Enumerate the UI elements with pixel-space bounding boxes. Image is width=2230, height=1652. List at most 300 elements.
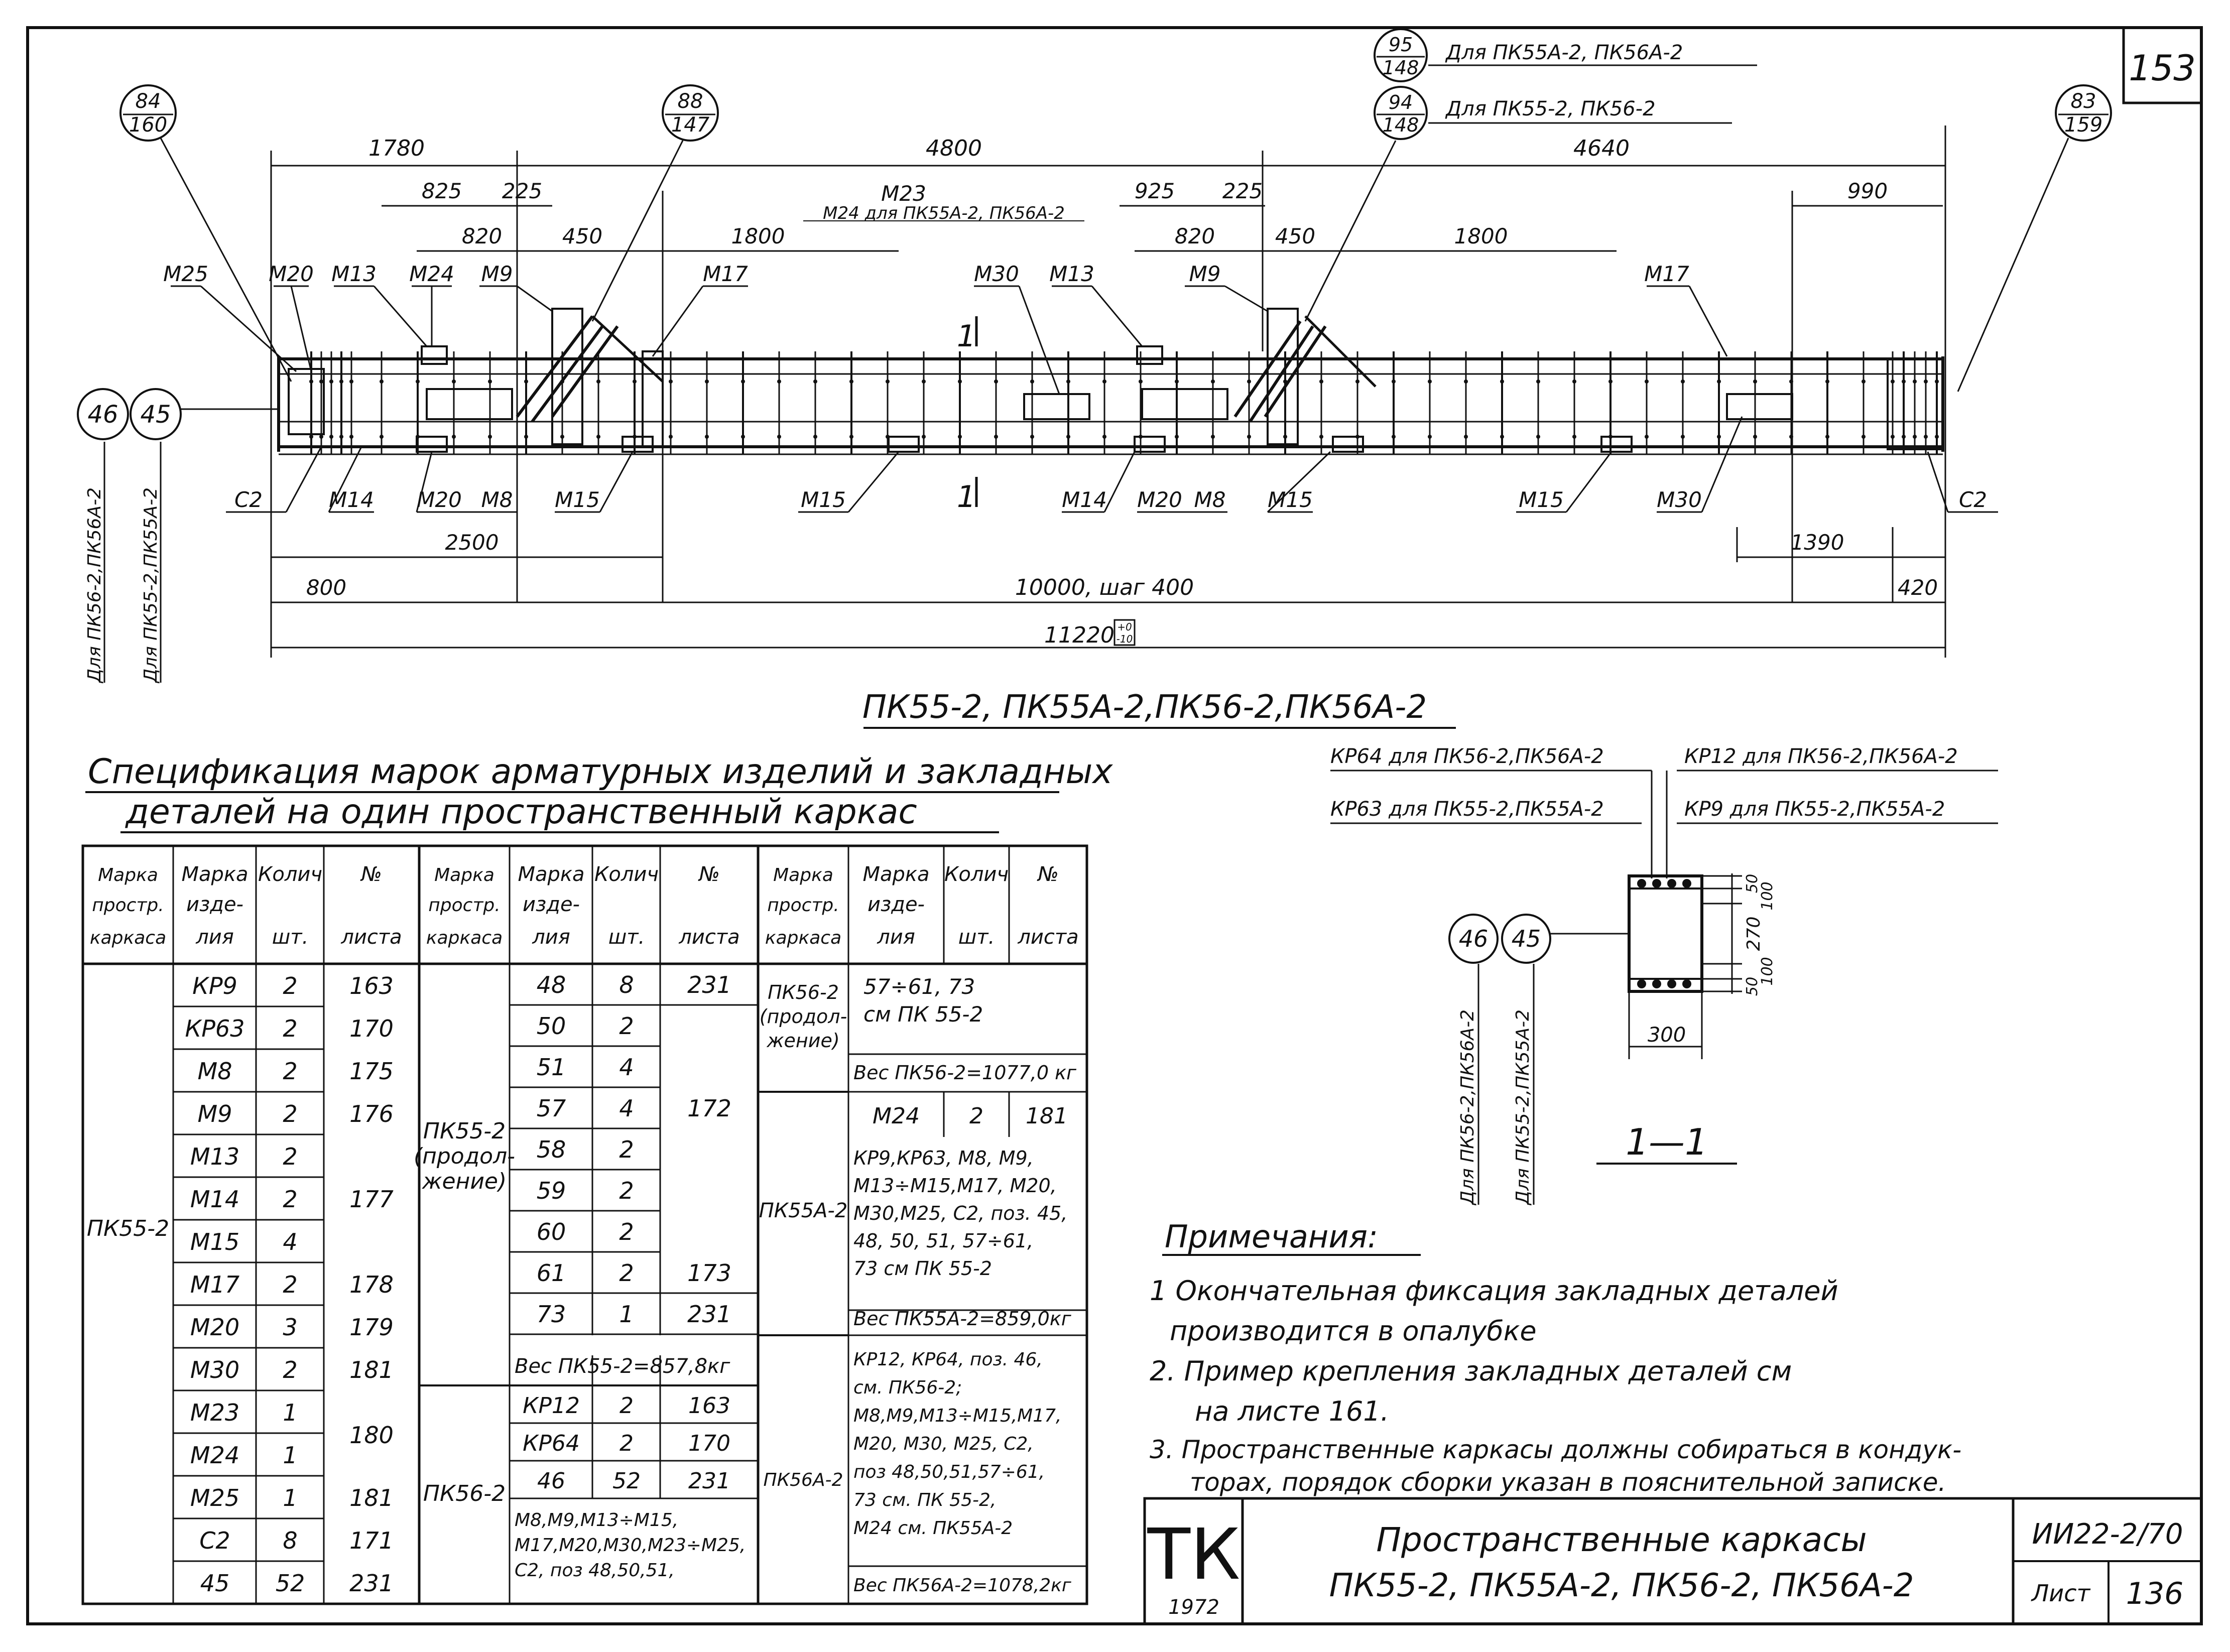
bar-dot bbox=[813, 379, 817, 384]
bar-dot bbox=[1789, 379, 1793, 384]
notes-title: Примечания: bbox=[1165, 1218, 1378, 1255]
g2-cell: 173 bbox=[687, 1259, 731, 1287]
g2-note2-c: С2, поз 48,50,51, bbox=[515, 1560, 675, 1581]
bar-dot bbox=[380, 435, 384, 439]
g1-cell: 4 bbox=[283, 1228, 298, 1255]
bar-dot bbox=[1030, 379, 1034, 384]
bar-dot bbox=[349, 379, 353, 384]
g1-cell: М25 bbox=[190, 1484, 240, 1511]
stamp-tk: ТК bbox=[1147, 1514, 1241, 1596]
dim-825: 825 bbox=[421, 179, 462, 203]
g2-note2-a: М8,М9,М13÷М15, bbox=[515, 1510, 679, 1531]
g3-note3 bbox=[853, 1349, 1061, 1539]
bar-dot bbox=[705, 435, 709, 439]
svg-text:М25: М25 bbox=[163, 262, 208, 286]
bar-dot bbox=[741, 379, 745, 384]
svg-text:50: 50 bbox=[1744, 976, 1761, 996]
bar-dot bbox=[524, 379, 528, 384]
g2-cell: 50 bbox=[536, 1012, 566, 1040]
bar-dot bbox=[488, 379, 492, 384]
g3-note3-line: М24 см. ПК55А-2 bbox=[853, 1518, 1013, 1539]
stamp-year: 1972 bbox=[1168, 1596, 1219, 1619]
g2-frame2: ПК56-2 bbox=[423, 1481, 506, 1506]
dim-1780: 1780 bbox=[368, 136, 425, 161]
g1-cell: 2 bbox=[283, 1143, 298, 1170]
spec-header-cell: листа bbox=[679, 926, 740, 949]
bar-dot bbox=[1902, 435, 1906, 439]
dim-225b: 225 bbox=[1222, 179, 1263, 203]
g1-cell: 177 bbox=[349, 1186, 394, 1213]
g2-cell: 8 bbox=[619, 971, 634, 998]
vnote-left-2: Для ПК55-2,ПК55А-2 bbox=[141, 487, 161, 683]
tolerance-minus: -10 bbox=[1116, 633, 1133, 645]
g1-cell: М17 bbox=[190, 1271, 240, 1298]
svg-text:46: 46 bbox=[1458, 925, 1489, 952]
bar-dot bbox=[1753, 435, 1757, 439]
svg-text:М17: М17 bbox=[1644, 262, 1689, 286]
section-bar-dot bbox=[1682, 879, 1691, 888]
note-m24: М24 для ПК55А-2, ПК56А-2 bbox=[823, 203, 1065, 223]
dim-10000: 10000, шаг 400 bbox=[1015, 575, 1194, 600]
bar-dot bbox=[1283, 435, 1287, 439]
g3-note1-a: 57÷61, 73 bbox=[863, 974, 975, 999]
g1-cell: 45 bbox=[200, 1570, 230, 1597]
g3-note3-line: М8,М9,М13÷М15,М17, bbox=[853, 1406, 1062, 1426]
tolerance-plus: +0 bbox=[1117, 621, 1132, 633]
svg-text:148: 148 bbox=[1382, 57, 1419, 79]
bar-dot bbox=[1891, 379, 1895, 384]
spec-header-cell: Марка bbox=[181, 863, 249, 886]
g3-note2-line: М13÷М15,М17, М20, bbox=[853, 1175, 1057, 1197]
callout-95-148 bbox=[1375, 29, 1757, 81]
svg-text:Для ПК56-2,ПК56А-2: Для ПК56-2,ПК56А-2 bbox=[1457, 1009, 1478, 1205]
bar-dot bbox=[1066, 379, 1070, 384]
svg-text:100: 100 bbox=[1759, 957, 1776, 986]
section-bar-dot bbox=[1652, 979, 1661, 988]
stamp-title-2: ПК55-2, ПК55А-2, ПК56-2, ПК56А-2 bbox=[1329, 1567, 1914, 1604]
bar-dot bbox=[777, 435, 781, 439]
bar-dot bbox=[1935, 379, 1939, 384]
spec-header-cell: изде- bbox=[523, 893, 580, 916]
bar-dot bbox=[524, 435, 528, 439]
spec-header-cell: простр. bbox=[92, 895, 164, 916]
g3-note3-line: 73 см. ПК 55-2, bbox=[853, 1490, 997, 1510]
callout-88-147 bbox=[592, 85, 718, 321]
g3-frame1-b: (продол- bbox=[759, 1005, 847, 1028]
g3-frame3: ПК56А-2 bbox=[763, 1470, 843, 1490]
g1-cell: 2 bbox=[283, 1356, 298, 1383]
bar-dot bbox=[329, 435, 333, 439]
g2-cell2: 231 bbox=[688, 1468, 730, 1494]
svg-text:159: 159 bbox=[2064, 113, 2103, 137]
svg-text:С2: С2 bbox=[234, 487, 263, 512]
note-line-6: торах, порядок сборки указан в пояснительной записке. bbox=[1190, 1468, 1946, 1497]
g2-cell: 4 bbox=[619, 1054, 634, 1081]
g1-cell: 231 bbox=[349, 1570, 394, 1597]
spec-header-cell: простр. bbox=[767, 895, 839, 916]
svg-text:45: 45 bbox=[1511, 925, 1541, 952]
g1-cell: 2 bbox=[283, 1100, 298, 1127]
g2-cell2: 170 bbox=[688, 1431, 730, 1456]
spec-header-cell: шт. bbox=[958, 926, 995, 949]
svg-text:84: 84 bbox=[135, 90, 161, 113]
section-bar-dot bbox=[1637, 979, 1646, 988]
spec-header-cell: Колич bbox=[594, 863, 659, 886]
g3-row2-qty: 2 bbox=[969, 1103, 983, 1129]
bar-dot bbox=[958, 379, 962, 384]
bar-dot bbox=[309, 435, 313, 439]
spec-header-cell: Марка bbox=[98, 865, 158, 885]
stamp-list-label: Лист bbox=[2031, 1580, 2090, 1607]
spec-header-cell: лия bbox=[877, 926, 915, 949]
g2-weight1: Вес ПК55-2=857,8кг bbox=[515, 1355, 730, 1378]
g1-cell: 1 bbox=[283, 1399, 298, 1426]
svg-text:95: 95 bbox=[1388, 34, 1413, 56]
bar-dot bbox=[922, 379, 926, 384]
bar-dot bbox=[452, 435, 456, 439]
dim-420: 420 bbox=[1897, 575, 1938, 600]
stamp-list-number: 136 bbox=[2126, 1576, 2184, 1611]
g3-note2-line: М30,М25, С2, поз. 45, bbox=[853, 1202, 1068, 1224]
g2-cell: 2 bbox=[619, 1259, 634, 1287]
svg-text:С2: С2 bbox=[1958, 487, 1988, 512]
g2-cell: 231 bbox=[687, 971, 731, 998]
bar-dot bbox=[1717, 435, 1721, 439]
spec-header-cell: Марка bbox=[862, 863, 930, 886]
bar-dot bbox=[994, 379, 998, 384]
spec-headers bbox=[90, 863, 1079, 949]
spec-header-cell: лия bbox=[196, 926, 234, 949]
g1-cell: 170 bbox=[349, 1015, 394, 1042]
bar-dot bbox=[560, 435, 564, 439]
g2-rows bbox=[537, 971, 731, 1328]
note-line-1: 1 Окончательная фиксация закладных деталей bbox=[1150, 1275, 1838, 1307]
svg-text:М20: М20 bbox=[269, 262, 314, 286]
g2-frame1-b: (продол- bbox=[413, 1143, 516, 1169]
bar-dot bbox=[1645, 379, 1649, 384]
spec-header-cell: каркаса bbox=[89, 928, 167, 948]
g3-note2-line: 48, 50, 51, 57÷61, bbox=[853, 1230, 1034, 1252]
g2-cell: 51 bbox=[536, 1054, 566, 1081]
section-bar-dot bbox=[1667, 979, 1676, 988]
spec-header-cell: изде- bbox=[868, 893, 925, 916]
bar-dot bbox=[309, 379, 313, 384]
bar-dot bbox=[1681, 435, 1685, 439]
bar-dot bbox=[1211, 435, 1215, 439]
svg-text:270: 270 bbox=[1744, 916, 1764, 951]
note-line-5: 3. Пространственные каркасы должны собираться в кондук- bbox=[1150, 1435, 1962, 1464]
bar-dot bbox=[1753, 379, 1757, 384]
spec-header-cell: № bbox=[1038, 863, 1059, 886]
bar-dot bbox=[1862, 379, 1866, 384]
bar-dot bbox=[452, 379, 456, 384]
svg-text:М15: М15 bbox=[1519, 487, 1564, 512]
spec-header-cell: каркаса bbox=[426, 928, 503, 948]
svg-text:М15: М15 bbox=[1268, 487, 1313, 512]
g1-cell: 179 bbox=[349, 1314, 394, 1341]
bar-dot bbox=[1572, 379, 1576, 384]
g2-cell2: 2 bbox=[620, 1393, 634, 1419]
note-line-4: на листе 161. bbox=[1195, 1395, 1389, 1427]
bar-dot bbox=[669, 435, 673, 439]
svg-text:КР9 для ПК55-2,ПК55А-2: КР9 для ПК55-2,ПК55А-2 bbox=[1684, 798, 1945, 821]
section-title: 1—1 bbox=[1626, 1121, 1708, 1163]
section-bar-dot bbox=[1682, 979, 1691, 988]
svg-text:160: 160 bbox=[129, 113, 168, 137]
bar-dot bbox=[1536, 379, 1540, 384]
svg-text:45: 45 bbox=[140, 401, 171, 429]
bar-dot bbox=[958, 435, 962, 439]
g2-frame1-a: ПК55-2 bbox=[423, 1118, 506, 1144]
bar-dot bbox=[596, 435, 600, 439]
bar-dot bbox=[1464, 435, 1468, 439]
bar-dot bbox=[1392, 435, 1396, 439]
svg-text:50: 50 bbox=[1744, 873, 1761, 894]
bar-dot bbox=[1355, 379, 1359, 384]
g1-cell: 52 bbox=[275, 1570, 305, 1597]
page-number: 153 bbox=[2129, 48, 2196, 89]
bar-dot bbox=[1608, 379, 1613, 384]
g1-cell: 8 bbox=[283, 1527, 298, 1554]
svg-text:М13: М13 bbox=[1049, 262, 1094, 286]
stamp-title-1: Пространственные каркасы bbox=[1376, 1520, 1867, 1559]
bar-dot bbox=[1913, 379, 1917, 384]
svg-text:100: 100 bbox=[1759, 881, 1776, 911]
g1-cell: М20 bbox=[190, 1314, 240, 1341]
g2-cell: 73 bbox=[536, 1301, 566, 1328]
dim-820b: 820 bbox=[1174, 224, 1215, 248]
bar-dot bbox=[1891, 435, 1895, 439]
callout-note-2: Для ПК55-2, ПК56-2 bbox=[1446, 97, 1656, 120]
g1-cell: М8 bbox=[197, 1058, 232, 1085]
g3-weight2: Вес ПК55А-2=859,0кг bbox=[853, 1308, 1071, 1330]
g2-cell2: 52 bbox=[612, 1468, 641, 1494]
dim-11220: 11220 bbox=[1044, 622, 1114, 648]
spec-header-cell: Марка bbox=[434, 865, 494, 885]
bar-dot bbox=[1536, 435, 1540, 439]
bar-dot bbox=[1319, 379, 1323, 384]
bar-dot bbox=[416, 379, 420, 384]
bar-dot bbox=[633, 379, 637, 384]
bar-dot bbox=[1572, 435, 1576, 439]
g2-cell: 2 bbox=[619, 1012, 634, 1040]
bar-dot bbox=[1902, 379, 1906, 384]
g1-cell: 178 bbox=[349, 1271, 394, 1298]
dim-1800a: 1800 bbox=[731, 224, 785, 248]
spec-header-cell: Марка bbox=[773, 865, 833, 885]
g1-cell: 2 bbox=[283, 1015, 298, 1042]
g2-cell: 57 bbox=[536, 1095, 566, 1122]
g1-cell: 1 bbox=[283, 1484, 298, 1511]
bar-dot bbox=[596, 379, 600, 384]
g3-weight3: Вес ПК56А-2=1078,2кг bbox=[853, 1575, 1071, 1596]
svg-text:КР63 для ПК55-2,ПК55А-2: КР63 для ПК55-2,ПК55А-2 bbox=[1330, 798, 1604, 821]
bar-dot bbox=[1500, 435, 1504, 439]
g2-cell2: КР64 bbox=[523, 1431, 580, 1456]
bar-dot bbox=[1175, 379, 1179, 384]
bar-dot bbox=[1717, 379, 1721, 384]
callout-83-159 bbox=[1958, 85, 2111, 392]
section-bar-dot bbox=[1667, 879, 1676, 888]
g2-cell: 59 bbox=[536, 1177, 566, 1204]
g1-cell: 1 bbox=[283, 1442, 298, 1469]
svg-text:М9: М9 bbox=[1189, 262, 1221, 286]
stamp-series: ИИ22-2/70 bbox=[2032, 1518, 2183, 1551]
bar-dot bbox=[1825, 435, 1829, 439]
bar-dot bbox=[1924, 379, 1928, 384]
bar-dot bbox=[777, 379, 781, 384]
svg-text:М20: М20 bbox=[417, 487, 462, 512]
g3-frame2: ПК55А-2 bbox=[759, 1199, 848, 1222]
bar-dot bbox=[1030, 435, 1034, 439]
spec-title-1: Спецификация марок арматурных изделий и закладных bbox=[88, 752, 1113, 792]
g1-cell: КР63 bbox=[185, 1015, 245, 1042]
g3-note3-line: М20, М30, М25, С2, bbox=[853, 1434, 1034, 1454]
svg-text:КР64 для ПК56-2,ПК56А-2: КР64 для ПК56-2,ПК56А-2 bbox=[1330, 745, 1604, 768]
vnote-left-1: Для ПК56-2,ПК56А-2 bbox=[84, 487, 105, 683]
dim-1390: 1390 bbox=[1790, 530, 1844, 555]
svg-text:М8: М8 bbox=[481, 487, 513, 512]
g1-cell: М13 bbox=[190, 1143, 240, 1170]
g1-cell: М14 bbox=[190, 1186, 240, 1213]
g1-cell: 171 bbox=[349, 1527, 394, 1554]
svg-text:М13: М13 bbox=[331, 262, 377, 286]
g1-cell: М24 bbox=[190, 1442, 240, 1469]
svg-text:88: 88 bbox=[677, 90, 703, 113]
section-bar-dot bbox=[1637, 879, 1646, 888]
svg-text:94: 94 bbox=[1388, 91, 1413, 113]
bar-dot bbox=[1319, 435, 1323, 439]
svg-text:Для ПК55-2,ПК55А-2: Для ПК55-2,ПК55А-2 bbox=[1513, 1009, 1533, 1205]
section-bar-dot bbox=[1652, 879, 1661, 888]
g1-cell: 181 bbox=[349, 1484, 394, 1511]
spec-header-cell: каркаса bbox=[765, 928, 842, 948]
svg-text:М8: М8 bbox=[1194, 487, 1226, 512]
bar-dot bbox=[1681, 379, 1685, 384]
spec-header-cell: Колич bbox=[944, 863, 1009, 886]
spec-header-cell: листа bbox=[341, 926, 402, 949]
g3-frame1-a: ПК56-2 bbox=[768, 981, 839, 1003]
spec-header-cell: Колич bbox=[258, 863, 323, 886]
g1-cell: 180 bbox=[349, 1422, 394, 1449]
dim-225a: 225 bbox=[502, 179, 543, 203]
g1-cell: 163 bbox=[349, 972, 394, 999]
svg-text:147: 147 bbox=[671, 113, 710, 137]
bar-dot bbox=[705, 379, 709, 384]
svg-text:М17: М17 bbox=[703, 262, 748, 286]
bar-dot bbox=[1102, 435, 1106, 439]
g3-note2 bbox=[853, 1147, 1067, 1280]
g1-cell: 181 bbox=[349, 1356, 394, 1383]
bottom-labels bbox=[226, 417, 1998, 512]
spec-header-cell: шт. bbox=[608, 926, 645, 949]
svg-text:М30: М30 bbox=[1657, 487, 1702, 512]
svg-text:83: 83 bbox=[2070, 90, 2096, 113]
g3-frame1-c: жение) bbox=[767, 1030, 840, 1052]
bar-dot bbox=[319, 435, 323, 439]
svg-text:М9: М9 bbox=[481, 262, 513, 286]
bar-dot bbox=[994, 435, 998, 439]
g1-cell: 2 bbox=[283, 1271, 298, 1298]
dim-450a: 450 bbox=[562, 224, 603, 248]
g3-note3-line: поз 48,50,51,57÷61, bbox=[853, 1462, 1045, 1482]
bar-dot bbox=[1247, 379, 1251, 384]
g3-note3-line: КР12, КР64, поз. 46, bbox=[853, 1349, 1043, 1370]
bar-dot bbox=[813, 435, 817, 439]
g2-frame1-c: жение) bbox=[422, 1169, 507, 1194]
bar-dot bbox=[339, 435, 343, 439]
spec-header-cell: Марка bbox=[518, 863, 585, 886]
cage-bars bbox=[279, 356, 1943, 454]
end-detail-left bbox=[289, 369, 324, 434]
bar-dot bbox=[488, 435, 492, 439]
bar-dot bbox=[1500, 379, 1504, 384]
g2-cell2: 163 bbox=[688, 1393, 730, 1419]
g3-note2-line: КР9,КР63, М8, М9, bbox=[853, 1147, 1034, 1169]
bar-dot bbox=[922, 435, 926, 439]
g1-cell: 2 bbox=[283, 972, 298, 999]
dim-990: 990 bbox=[1847, 179, 1888, 203]
inclined-bars bbox=[517, 309, 1376, 447]
bar-dot bbox=[1924, 435, 1928, 439]
section-1-1 bbox=[1330, 745, 1998, 1206]
svg-text:М15: М15 bbox=[801, 487, 846, 512]
g1-cell: М23 bbox=[190, 1399, 240, 1426]
bar-dot bbox=[329, 379, 333, 384]
g2-cell: 58 bbox=[536, 1136, 566, 1163]
g1-cell: 175 bbox=[349, 1058, 394, 1085]
mark-46-45-left bbox=[78, 389, 279, 439]
g1-cell: М30 bbox=[190, 1356, 240, 1383]
bar-dot bbox=[1175, 435, 1179, 439]
g1-cell: 3 bbox=[283, 1314, 298, 1341]
g2-cell: 2 bbox=[619, 1177, 634, 1204]
g2-rows2 bbox=[523, 1393, 730, 1494]
dim-925: 925 bbox=[1134, 179, 1175, 203]
bar-dot bbox=[1935, 435, 1939, 439]
g3-weight1: Вес ПК56-2=1077,0 кг bbox=[853, 1062, 1077, 1084]
g2-cell: 172 bbox=[687, 1095, 731, 1122]
svg-text:М14: М14 bbox=[1062, 487, 1107, 512]
cage-elevation bbox=[78, 29, 2111, 684]
g1-cell: М15 bbox=[190, 1228, 240, 1255]
g2-cell2: КР12 bbox=[523, 1393, 580, 1419]
dim-4800: 4800 bbox=[926, 136, 982, 161]
bar-dot bbox=[849, 379, 853, 384]
bar-dot bbox=[339, 379, 343, 384]
bar-dot bbox=[1913, 435, 1917, 439]
g1-rows bbox=[185, 972, 394, 1597]
g2-cell: 61 bbox=[536, 1259, 566, 1287]
g1-frame: ПК55-2 bbox=[86, 1216, 170, 1241]
bar-dot bbox=[319, 379, 323, 384]
bar-dot bbox=[669, 379, 673, 384]
g2-cell2: 46 bbox=[537, 1468, 565, 1494]
bar-dot bbox=[349, 435, 353, 439]
bar-dot bbox=[849, 435, 853, 439]
svg-text:1: 1 bbox=[956, 479, 976, 515]
svg-text:М30: М30 bbox=[974, 262, 1019, 286]
g2-cell: 4 bbox=[619, 1095, 634, 1122]
svg-text:148: 148 bbox=[1382, 114, 1419, 136]
bar-dot bbox=[380, 379, 384, 384]
svg-text:М14: М14 bbox=[329, 487, 374, 512]
note-line-2: производится в опалубке bbox=[1170, 1315, 1537, 1347]
spec-header-cell: изде- bbox=[186, 893, 243, 916]
spec-header-cell: № bbox=[361, 863, 382, 886]
svg-text:КР12 для ПК56-2,ПК56А-2: КР12 для ПК56-2,ПК56А-2 bbox=[1684, 745, 1958, 768]
dim-4640: 4640 bbox=[1573, 136, 1630, 161]
